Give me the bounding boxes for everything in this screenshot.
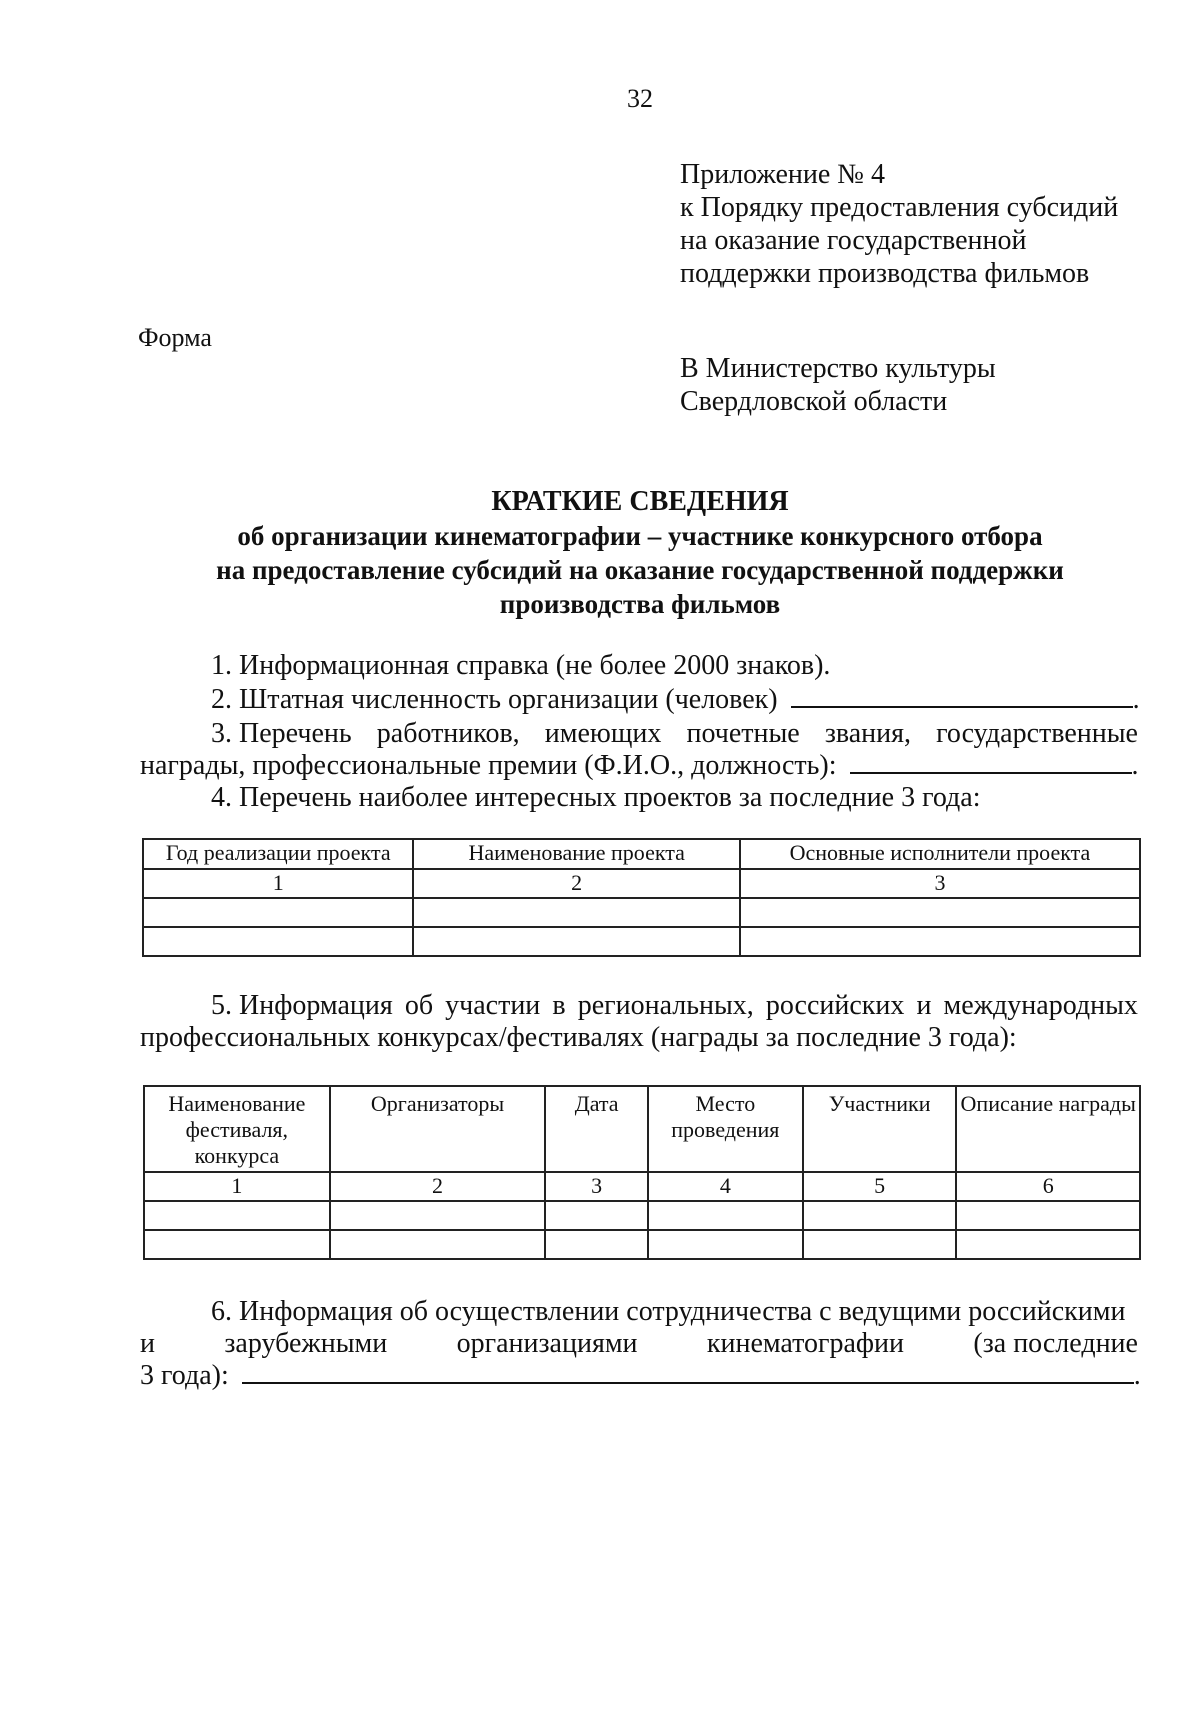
- header-project-performers: Основные исполнители проекта: [740, 839, 1140, 869]
- table-header-row: [143, 839, 1140, 869]
- column-number: 3: [545, 1172, 648, 1201]
- item-6-line-1: 6. Информация об осуществлении сотрудничества с ведущими российскими: [211, 1296, 1126, 1327]
- item-3-word: 3. Перечень: [211, 718, 352, 749]
- item-6-word: кинематографии: [706, 1328, 905, 1359]
- column-number: 5: [803, 1172, 957, 1201]
- column-number: 2: [413, 869, 739, 898]
- table-cell[interactable]: [144, 1201, 330, 1230]
- title-sub-line: производства фильмов: [499, 589, 781, 619]
- item-5-word: в: [552, 990, 566, 1021]
- annex-reference: [680, 158, 1150, 290]
- item-2: [211, 684, 1140, 716]
- annex-line: к Порядку предоставления субсидий: [680, 192, 1119, 223]
- item-6-word: организациями: [456, 1328, 638, 1359]
- table-row: [144, 1230, 1140, 1259]
- table-cell[interactable]: [330, 1230, 546, 1259]
- item-5-line-1: [211, 990, 1138, 1022]
- item-1: 1. Информационная справка (не более 2000 знаков).: [211, 650, 831, 681]
- item-5-word: российских: [765, 990, 905, 1021]
- table-number-row: [144, 1172, 1140, 1201]
- title-main: КРАТКИЕ СВЕДЕНИЯ: [491, 486, 789, 517]
- table-cell[interactable]: [545, 1201, 648, 1230]
- item-6-word: зарубежными: [224, 1328, 388, 1359]
- column-number: 3: [740, 869, 1140, 898]
- header-project-year: Год реализации проекта: [143, 839, 413, 869]
- table-cell[interactable]: [803, 1201, 957, 1230]
- recipient-line: Свердловской области: [680, 386, 948, 417]
- table-header-row: [144, 1086, 1140, 1172]
- header-project-name: Наименование проекта: [413, 839, 739, 869]
- column-number: 6: [956, 1172, 1140, 1201]
- annex-line: поддержки производства фильмов: [680, 258, 1090, 289]
- table-cell[interactable]: [956, 1230, 1140, 1259]
- awards-list-field[interactable]: [850, 750, 1132, 774]
- item-6-line-2: [140, 1328, 1138, 1360]
- table-row: [143, 927, 1140, 956]
- column-number: 1: [144, 1172, 330, 1201]
- header-award-description: Описание награды: [956, 1086, 1140, 1172]
- header-organizers: Организаторы: [330, 1086, 546, 1172]
- recipient-address: [680, 352, 996, 418]
- column-number: 1: [143, 869, 413, 898]
- item-2-text: 2. Штатная численность организации (человек): [211, 684, 778, 715]
- title-sub-line: на предоставление субсидий на оказание государственной поддержки: [216, 555, 1064, 585]
- festivals-table: [143, 1085, 1141, 1260]
- item-6-period: .: [1133, 1360, 1141, 1391]
- item-5-word: международных: [943, 990, 1138, 1021]
- table-cell[interactable]: [740, 927, 1140, 956]
- header-participants: Участники: [803, 1086, 957, 1172]
- table-cell[interactable]: [803, 1230, 957, 1259]
- item-3-word: государственные: [936, 718, 1138, 749]
- item-3-word: почетные: [686, 718, 800, 749]
- table-row: [143, 898, 1140, 927]
- form-label: Форма: [138, 323, 212, 352]
- table-cell[interactable]: [545, 1230, 648, 1259]
- table-row: [144, 1201, 1140, 1230]
- item-5-word: региональных,: [577, 990, 754, 1021]
- table-cell[interactable]: [144, 1230, 330, 1259]
- item-6-word: и: [140, 1328, 155, 1359]
- recipient-line: В Министерство культуры: [680, 353, 996, 384]
- item-3-word: имеющих: [544, 718, 662, 749]
- item-3-line-1: [211, 718, 1138, 750]
- staff-count-field[interactable]: [791, 684, 1133, 708]
- item-5-word: об: [404, 990, 434, 1021]
- item-3-text: награды, профессиональные премии (Ф.И.О., должность):: [140, 750, 837, 781]
- table-cell[interactable]: [330, 1201, 546, 1230]
- item-5-line-2: профессиональных конкурсах/фестивалях (награды за последние 3 года):: [140, 1022, 1017, 1053]
- cooperation-info-field[interactable]: [242, 1360, 1134, 1384]
- table-cell[interactable]: [143, 898, 413, 927]
- item-6-line-3: [140, 1360, 1141, 1392]
- table-cell[interactable]: [413, 927, 739, 956]
- projects-table: [142, 838, 1141, 957]
- item-5-word: участии: [445, 990, 541, 1021]
- page-number: 32: [627, 84, 653, 113]
- document-title: [130, 485, 1150, 621]
- item-5-word: и: [916, 990, 932, 1021]
- item-3-word: работников,: [376, 718, 520, 749]
- column-number: 2: [330, 1172, 546, 1201]
- item-3-period: .: [1131, 750, 1139, 781]
- table-number-row: [143, 869, 1140, 898]
- item-2-period: .: [1132, 684, 1140, 715]
- item-4: 4. Перечень наиболее интересных проектов за последние 3 года:: [211, 782, 981, 813]
- column-number: 4: [648, 1172, 803, 1201]
- header-date: Дата: [545, 1086, 648, 1172]
- table-cell[interactable]: [648, 1230, 803, 1259]
- item-6-text: 3 года):: [140, 1360, 229, 1391]
- table-cell[interactable]: [956, 1201, 1140, 1230]
- header-venue: Место проведения: [648, 1086, 803, 1172]
- item-5-word: 5. Информация: [211, 990, 393, 1021]
- item-3-line-2: [140, 750, 1139, 782]
- annex-line: Приложение № 4: [680, 159, 885, 190]
- item-6-word: (за последние: [973, 1328, 1138, 1359]
- table-cell[interactable]: [143, 927, 413, 956]
- header-festival-name: Наименование фестиваля, конкурса: [144, 1086, 330, 1172]
- table-cell[interactable]: [740, 898, 1140, 927]
- title-sub-line: об организации кинематографии – участнике конкурсного отбора: [237, 521, 1043, 551]
- table-cell[interactable]: [413, 898, 739, 927]
- annex-line: на оказание государственной: [680, 225, 1027, 256]
- table-cell[interactable]: [648, 1201, 803, 1230]
- item-3-word: звания,: [824, 718, 912, 749]
